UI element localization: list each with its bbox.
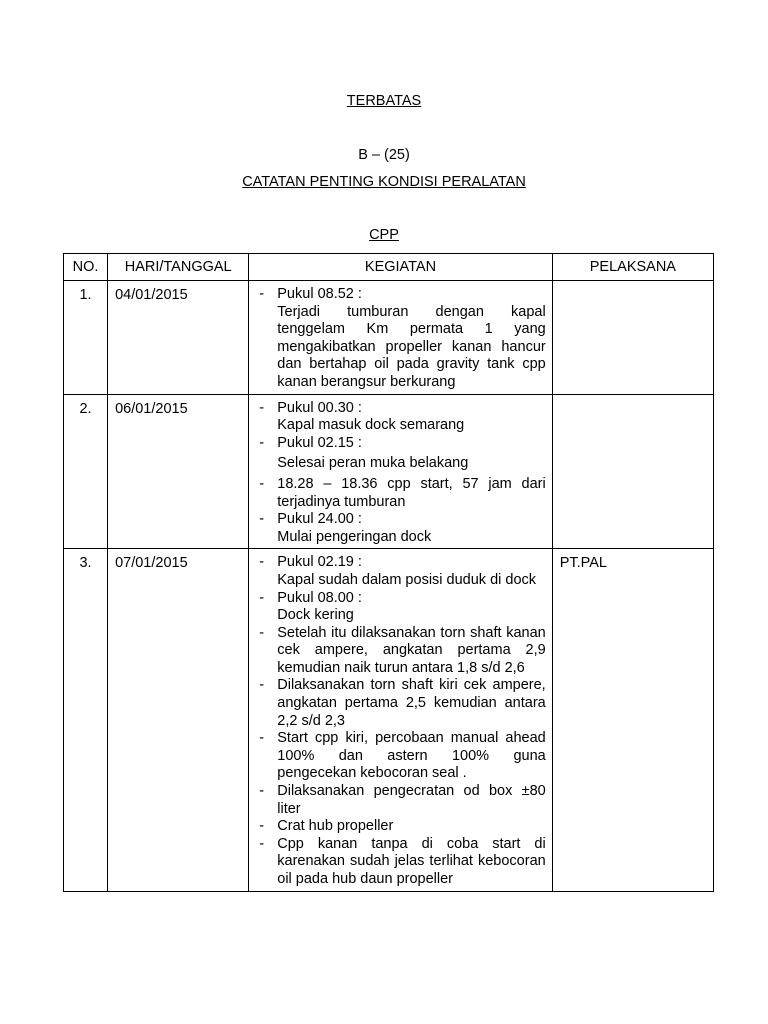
activity-item bbox=[256, 818, 545, 836]
activity-time: - Pukul 02.15 : bbox=[277, 434, 362, 451]
document-code: B – (25) bbox=[358, 147, 410, 163]
activity-item bbox=[256, 554, 545, 589]
activity-item bbox=[256, 677, 545, 730]
activity-text: - 18.28 – 18.36 cpp start, 57 jam dari terjadinya tumburan bbox=[277, 475, 546, 510]
row-executor bbox=[552, 394, 713, 549]
row-date: 07/01/2015 bbox=[108, 549, 249, 891]
row-number: 2. bbox=[64, 394, 108, 549]
activity-item bbox=[256, 435, 545, 473]
activity-time: - Pukul 24.00 : bbox=[277, 511, 362, 528]
activity-text: Terjadi tumburan dengan kapal tenggelam Km permata 1 yang mengakibatkan propeller kanan hancur dan bertahap oil pada gravity tank cpp kanan berangsur berkurang bbox=[277, 303, 546, 390]
column-header-executor: PELAKSANA bbox=[552, 254, 713, 281]
table-row bbox=[64, 394, 714, 549]
activity-text: Kapal masuk dock semarang bbox=[277, 417, 465, 434]
table-header-row bbox=[64, 254, 714, 281]
activity-text: Kapal sudah dalam posisi duduk di dock bbox=[277, 571, 537, 588]
activity-text: Dock kering bbox=[277, 607, 354, 624]
row-number: 3. bbox=[64, 549, 108, 891]
activity-item bbox=[256, 590, 545, 625]
activity-text: Selesai peran muka belakang bbox=[277, 455, 469, 472]
activity-text: - Cpp kanan tanpa di coba start di karenakan sudah jelas terlihat kebocoran oil pada hub daun propeller bbox=[277, 835, 546, 887]
activity-text: - Setelah itu dilaksanakan torn shaft kanan cek ampere, angkatan pertama 2,9 kemudian naik turun antara 1,8 s/d 2,6 bbox=[277, 624, 546, 676]
row-activities bbox=[249, 394, 552, 549]
row-executor bbox=[552, 281, 713, 395]
activity-text: - Dilaksanakan pengecratan od box ±80 liter bbox=[277, 783, 546, 817]
document-title: CATATAN PENTING KONDISI PERALATAN bbox=[242, 174, 526, 190]
activity-text: Mulai pengeringan dock bbox=[277, 528, 432, 545]
activity-time: - Pukul 00.30 : bbox=[277, 399, 362, 416]
activity-table bbox=[63, 253, 714, 892]
column-header-no: NO. bbox=[64, 254, 108, 281]
activity-time: - Pukul 08.52 : bbox=[277, 286, 362, 302]
activity-item bbox=[256, 836, 545, 889]
classification-heading: TERBATAS bbox=[346, 93, 422, 109]
table-row bbox=[64, 281, 714, 395]
row-number: 1. bbox=[64, 281, 108, 395]
activity-time: - Pukul 02.19 : bbox=[277, 554, 362, 571]
activity-item bbox=[256, 783, 545, 818]
row-executor: PT.PAL bbox=[552, 549, 713, 891]
row-activities bbox=[249, 549, 552, 891]
activity-time: - Pukul 08.00 : bbox=[277, 589, 362, 606]
column-header-activity: KEGIATAN bbox=[249, 254, 552, 281]
activity-item bbox=[256, 286, 545, 392]
row-activities bbox=[249, 281, 552, 395]
activity-item bbox=[256, 400, 545, 435]
row-date: 04/01/2015 bbox=[108, 281, 249, 395]
activity-text: - Start cpp kiri, percobaan manual ahead 100% dan astern 100% guna pengecekan kebocoran seal . bbox=[277, 730, 546, 782]
activity-item bbox=[256, 625, 545, 678]
column-header-date: HARI/TANGGAL bbox=[108, 254, 249, 281]
subject-heading: CPP bbox=[369, 227, 399, 243]
activity-text: - Crat hub propeller bbox=[277, 818, 394, 835]
activity-text: - Dilaksanakan torn shaft kiri cek ampere, angkatan pertama 2,5 kemudian antara 2,2 s/d 2,3 bbox=[277, 677, 546, 729]
row-date: 06/01/2015 bbox=[108, 394, 249, 549]
activity-item bbox=[256, 511, 545, 546]
table-row bbox=[64, 549, 714, 891]
activity-item bbox=[256, 730, 545, 783]
activity-item bbox=[256, 476, 545, 511]
